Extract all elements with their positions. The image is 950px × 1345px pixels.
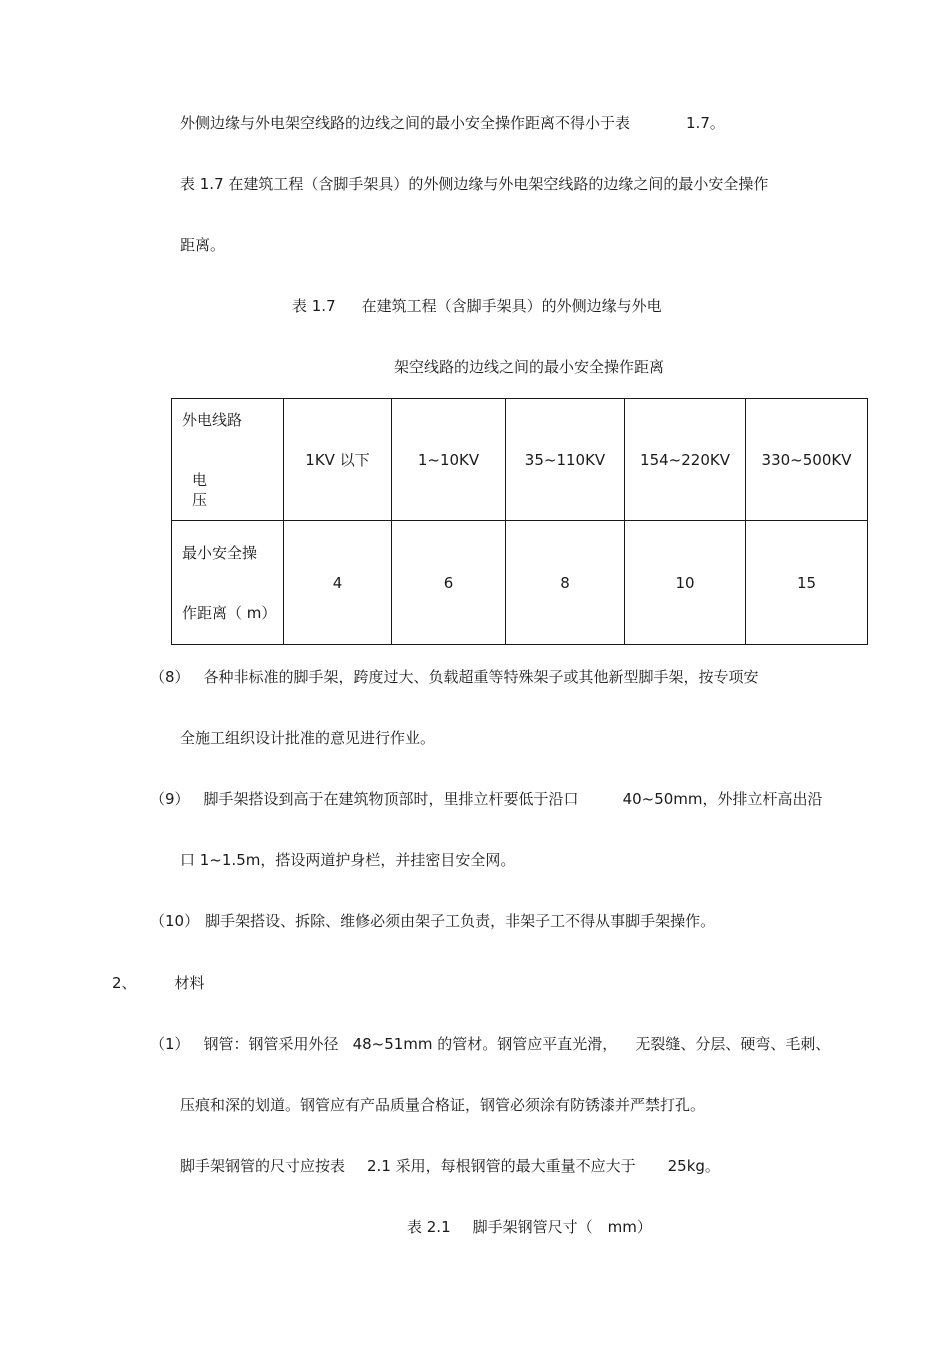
paragraph-line: 表 1.7 在建筑工程（含脚手架具）的外侧边缘与外电架空线路的边缘之间的最小安全操作 <box>180 175 769 193</box>
table-row <box>172 521 868 645</box>
section-heading <box>112 973 205 993</box>
item-text: 48~51mm 的管材。钢管应平直光滑， <box>352 1035 618 1053</box>
voltage-cell: 35~110KV <box>506 399 625 521</box>
item-continuation: 压痕和深的划道。钢管应有产品质量合格证，钢管必须涂有防锈漆并严禁打孔。 <box>180 1096 706 1114</box>
paragraph-line <box>180 1156 720 1176</box>
table-caption <box>292 296 662 316</box>
voltage-cell: 1KV 以下 <box>284 399 392 521</box>
item-text: 40~50mm，外排立杆高出沿 <box>622 790 823 808</box>
list-item <box>150 667 759 687</box>
header-line: 外电线路 <box>182 410 243 429</box>
table-caption-title: 在建筑工程（含脚手架具）的外侧边缘与外电 <box>361 297 662 315</box>
table-row <box>172 399 868 521</box>
header-line: 最小安全操 <box>182 543 258 562</box>
voltage-cell: 330~500KV <box>746 399 868 521</box>
list-item <box>150 911 715 931</box>
item-number: （8） <box>150 668 190 686</box>
distance-cell: 8 <box>506 521 625 645</box>
table-caption-number: 表 1.7 <box>292 297 336 315</box>
item-text: 钢管：钢管采用外径 <box>203 1035 339 1053</box>
table-reference: 1.7。 <box>686 114 725 132</box>
distance-cell: 10 <box>625 521 746 645</box>
distance-table <box>171 398 868 645</box>
section-number: 2、 <box>112 974 137 992</box>
table-header-cell <box>172 399 284 521</box>
distance-cell: 6 <box>392 521 506 645</box>
distance-cell: 4 <box>284 521 392 645</box>
section-title: 材料 <box>174 974 205 992</box>
item-text: 脚手架搭设、拆除、维修必须由架子工负责，非架子工不得从事脚手架操作。 <box>205 912 716 930</box>
list-item <box>150 789 823 809</box>
item-text: 脚手架搭设到高于在建筑物顶部时，里排立杆要低于沿口 <box>203 790 579 808</box>
table-caption-title: 脚手架钢管尺寸（ mm） <box>472 1218 652 1236</box>
voltage-cell: 154~220KV <box>625 399 746 521</box>
paragraph-line <box>180 113 725 133</box>
table-caption: 架空线路的边线之间的最小安全操作距离 <box>394 358 665 376</box>
paragraph-line: 距离。 <box>180 236 226 254</box>
paragraph-text: 脚手架钢管的尺寸应按表 <box>180 1157 346 1175</box>
table-caption-number: 表 2.1 <box>407 1218 451 1236</box>
item-text: 各种非标准的脚手架，跨度过大、负载超重等特殊架子或其他新型脚手架，按专项安 <box>203 668 759 686</box>
list-item <box>150 1034 830 1054</box>
distance-cell: 15 <box>746 521 868 645</box>
paragraph-text: 2.1 采用，每根钢管的最大重量不应大于 <box>367 1157 636 1175</box>
paragraph-text: 25kg。 <box>667 1157 720 1175</box>
item-continuation: 口 1~1.5m，搭设两道护身栏，并挂密目安全网。 <box>180 851 516 869</box>
item-number: （1） <box>150 1035 190 1053</box>
header-line: 电 压 <box>192 470 274 509</box>
table-header-cell <box>172 521 284 645</box>
table-caption <box>407 1217 652 1237</box>
item-text: 无裂缝、分层、硬弯、毛刺、 <box>635 1035 831 1053</box>
item-continuation: 全施工组织设计批准的意见进行作业。 <box>180 729 436 747</box>
paragraph-text: 外侧边缘与外电架空线路的边线之间的最小安全操作距离不得小于表 <box>180 114 631 132</box>
item-number: （10） <box>150 912 200 930</box>
header-line: 作距离（ m） <box>182 603 277 622</box>
voltage-cell: 1~10KV <box>392 399 506 521</box>
item-number: （9） <box>150 790 190 808</box>
